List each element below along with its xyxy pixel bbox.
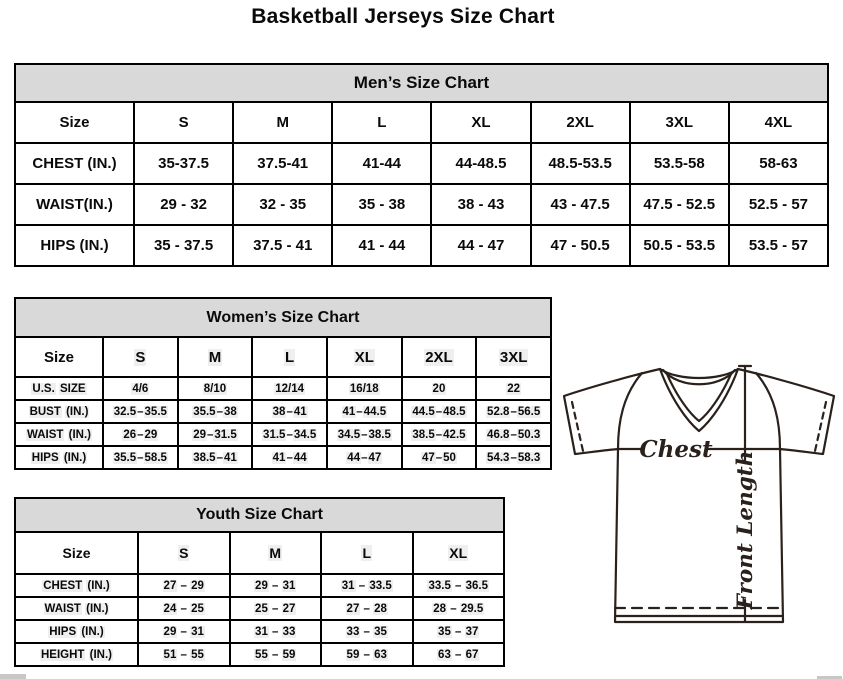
- value-cell: 33.5 – 36.5: [413, 574, 505, 597]
- value-cell: 54.3–58.3: [476, 446, 551, 469]
- row-label: [15, 400, 103, 423]
- value-cell: 44 - 47: [431, 225, 530, 266]
- value-highlight: (IN.): [89, 648, 112, 661]
- value-highlight: 33: [282, 625, 296, 638]
- value-highlight: 46.8: [487, 428, 510, 441]
- table-row: [15, 643, 504, 666]
- women-size-table: [14, 297, 552, 470]
- value-highlight: 29: [193, 428, 206, 441]
- value-highlight: 33.5: [369, 579, 392, 592]
- value-highlight: 38.5: [368, 428, 391, 441]
- value-cell: 35.5–58.5: [103, 446, 178, 469]
- value-highlight: (IN.): [87, 579, 110, 592]
- value-highlight: L: [285, 348, 295, 366]
- value-cell: 48.5-53.5: [531, 143, 630, 184]
- value-cell: 41–44: [252, 446, 327, 469]
- size-row-label: Size: [15, 102, 134, 143]
- value-highlight: HEIGHT: [40, 648, 85, 661]
- value-cell: 37.5 - 41: [233, 225, 332, 266]
- value-highlight: 4/6: [132, 382, 149, 395]
- value-highlight: 41: [223, 451, 237, 464]
- value-highlight: L: [362, 545, 372, 561]
- value-cell: 24 – 25: [138, 597, 230, 620]
- value-highlight: 34.5: [337, 428, 361, 441]
- youth-size-table-container: [14, 497, 505, 667]
- value-cell: 37.5-41: [233, 143, 332, 184]
- value-cell: [327, 377, 402, 400]
- value-highlight: M: [208, 348, 222, 366]
- column-header-xl: XL: [431, 102, 530, 143]
- women-table-title: Women’s Size Chart: [15, 298, 551, 337]
- value-cell: 38.5–42.5: [402, 423, 477, 446]
- column-header-4xl: 4XL: [729, 102, 828, 143]
- value-highlight: 35: [374, 625, 387, 638]
- value-cell: 35 – 37: [413, 620, 505, 643]
- value-highlight: 31: [255, 625, 268, 638]
- value-cell: 38 - 43: [431, 184, 530, 225]
- row-label: [15, 620, 138, 643]
- value-highlight: 41: [272, 451, 286, 464]
- value-cell: 50.5 - 53.5: [630, 225, 729, 266]
- value-highlight: 47: [368, 451, 382, 464]
- table-row: [15, 400, 551, 423]
- page-title: Basketball Jerseys Size Chart: [251, 5, 555, 28]
- value-cell: 27 – 28: [321, 597, 413, 620]
- value-highlight: 26: [123, 428, 137, 441]
- v-neck-collar: [660, 369, 738, 431]
- value-highlight: HIPS: [49, 625, 77, 638]
- value-highlight: XL: [354, 348, 374, 366]
- value-cell: 29 - 32: [134, 184, 233, 225]
- value-highlight: M: [269, 545, 282, 561]
- value-highlight: 63: [374, 648, 387, 661]
- value-cell: 41–44.5: [327, 400, 402, 423]
- column-header-l: L: [332, 102, 431, 143]
- value-cell: 31.5–34.5: [252, 423, 327, 446]
- value-highlight: 35.5: [144, 405, 167, 418]
- value-cell: [402, 377, 477, 400]
- value-cell: 38–41: [252, 400, 327, 423]
- size-row-label: Size: [15, 337, 103, 377]
- value-highlight: 38.5: [193, 451, 216, 464]
- value-highlight: 35.5: [113, 451, 137, 464]
- column-header-m: [178, 337, 253, 377]
- value-cell: 51 – 55: [138, 643, 230, 666]
- value-highlight: 54.3: [487, 451, 510, 464]
- value-highlight: (IN.): [68, 428, 91, 441]
- value-highlight: SIZE: [60, 382, 86, 395]
- column-header-l: [321, 532, 413, 574]
- value-highlight: 52.8: [487, 405, 510, 418]
- value-cell: 35 - 38: [332, 184, 431, 225]
- value-highlight: HIPS: [31, 451, 59, 464]
- value-highlight: 63: [438, 648, 451, 661]
- value-highlight: WAIST: [44, 602, 81, 615]
- value-cell: 63 – 67: [413, 643, 505, 666]
- value-highlight: 42.5: [443, 428, 466, 441]
- value-highlight: (IN.): [66, 405, 89, 418]
- value-highlight: 36.5: [465, 579, 489, 592]
- value-highlight: 41: [293, 405, 307, 418]
- value-highlight: U.S.: [32, 382, 55, 395]
- column-header-l: [252, 337, 327, 377]
- value-highlight: 22: [507, 382, 521, 395]
- value-cell: [103, 377, 178, 400]
- column-header-s: [103, 337, 178, 377]
- value-cell: 33 – 35: [321, 620, 413, 643]
- row-label: WAIST(IN.): [15, 184, 134, 225]
- value-highlight: 24: [163, 602, 177, 615]
- value-cell: 31 – 33.5: [321, 574, 413, 597]
- column-header-xl: [413, 532, 505, 574]
- value-cell: 44-48.5: [431, 143, 530, 184]
- value-highlight: 25: [191, 602, 204, 615]
- column-header-3xl: [476, 337, 551, 377]
- value-cell: 35 - 37.5: [134, 225, 233, 266]
- value-highlight: 34.5: [293, 428, 317, 441]
- value-cell: 34.5–38.5: [327, 423, 402, 446]
- value-highlight: 16/18: [349, 382, 379, 395]
- value-cell: 52.5 - 57: [729, 184, 828, 225]
- row-label: CHEST (IN.): [15, 143, 134, 184]
- value-cell: 52.8–56.5: [476, 400, 551, 423]
- value-cell: 25 – 27: [230, 597, 322, 620]
- value-highlight: 38.5: [412, 428, 435, 441]
- table-row: [15, 574, 504, 597]
- value-cell: 53.5 - 57: [729, 225, 828, 266]
- value-cell: [178, 377, 253, 400]
- value-highlight: 41: [342, 405, 356, 418]
- value-cell: 32 - 35: [233, 184, 332, 225]
- value-highlight: 31: [341, 579, 355, 592]
- value-highlight: 44: [293, 451, 307, 464]
- value-highlight: 59: [346, 648, 360, 661]
- value-highlight: (IN.): [63, 451, 87, 464]
- value-cell: 29 – 31: [138, 620, 230, 643]
- value-highlight: 2XL: [425, 348, 453, 366]
- value-cell: 53.5-58: [630, 143, 729, 184]
- value-cell: 31 – 33: [230, 620, 322, 643]
- value-cell: 43 - 47.5: [531, 184, 630, 225]
- value-highlight: 29: [255, 579, 268, 592]
- row-label: [15, 423, 103, 446]
- row-label: [15, 377, 103, 400]
- value-cell: 41 - 44: [332, 225, 431, 266]
- column-header-2xl: 2XL: [531, 102, 630, 143]
- column-header-2xl: [402, 337, 477, 377]
- youth-size-table: [14, 497, 505, 667]
- value-highlight: 29: [191, 579, 204, 592]
- value-cell: 47–50: [402, 446, 477, 469]
- value-highlight: 29: [163, 625, 177, 638]
- value-cell: 29 – 31: [230, 574, 322, 597]
- value-cell: 44–47: [327, 446, 402, 469]
- value-highlight: 25: [255, 602, 268, 615]
- womens-size-table-container: [14, 297, 552, 470]
- value-cell: 46.8–50.3: [476, 423, 551, 446]
- column-header-xl: [327, 337, 402, 377]
- value-highlight: 28: [433, 602, 447, 615]
- value-highlight: 38: [272, 405, 286, 418]
- value-highlight: 58.5: [144, 451, 167, 464]
- column-header-s: [138, 532, 230, 574]
- value-highlight: 48.5: [443, 405, 466, 418]
- value-cell: [476, 377, 551, 400]
- row-label: [15, 643, 138, 666]
- front-length-label: Front Length: [733, 450, 758, 610]
- value-highlight: S: [179, 545, 189, 561]
- jersey-outline: [564, 369, 834, 622]
- value-highlight: 59: [282, 648, 296, 661]
- value-highlight: 28: [374, 602, 387, 615]
- mens-size-table-container: [14, 63, 829, 267]
- value-highlight: 31.5: [214, 428, 237, 441]
- value-highlight: 27: [163, 579, 177, 592]
- value-cell: 35-37.5: [134, 143, 233, 184]
- value-cell: 44.5–48.5: [402, 400, 477, 423]
- value-highlight: 12/14: [275, 382, 305, 395]
- youth-table-title: Youth Size Chart: [15, 498, 504, 532]
- men-table-title: Men’s Size Chart: [15, 64, 828, 102]
- table-row: [15, 143, 828, 184]
- value-highlight: 55: [191, 648, 204, 661]
- value-highlight: 33.5: [428, 579, 451, 592]
- jersey-measurement-diagram: [556, 362, 842, 628]
- value-highlight: 56.5: [517, 405, 541, 418]
- table-row: [15, 620, 504, 643]
- row-label: [15, 446, 103, 469]
- column-header-m: [230, 532, 322, 574]
- value-cell: 47 - 50.5: [531, 225, 630, 266]
- value-highlight: 50: [443, 451, 456, 464]
- value-cell: 55 – 59: [230, 643, 322, 666]
- value-cell: 28 – 29.5: [413, 597, 505, 620]
- size-row-label: Size: [15, 532, 138, 574]
- value-highlight: 37: [465, 625, 479, 638]
- column-header-s: S: [134, 102, 233, 143]
- value-highlight: 33: [346, 625, 360, 638]
- table-row: [15, 225, 828, 266]
- value-highlight: WAIST: [27, 428, 64, 441]
- value-cell: [252, 377, 327, 400]
- value-highlight: 27: [282, 602, 296, 615]
- value-highlight: 31: [191, 625, 204, 638]
- value-highlight: 47: [421, 451, 435, 464]
- value-highlight: 44.5: [363, 405, 387, 418]
- column-header-3xl: 3XL: [630, 102, 729, 143]
- value-cell: 59 – 63: [321, 643, 413, 666]
- value-highlight: 58.3: [517, 451, 541, 464]
- right-armhole-seam: [756, 373, 780, 449]
- value-cell: 47.5 - 52.5: [630, 184, 729, 225]
- value-cell: 38.5–41: [178, 446, 253, 469]
- value-highlight: 29: [144, 428, 158, 441]
- value-highlight: 44: [347, 451, 361, 464]
- table-row: [15, 597, 504, 620]
- row-label: HIPS (IN.): [15, 225, 134, 266]
- value-highlight: 27: [346, 602, 360, 615]
- value-highlight: 35.5: [193, 405, 216, 418]
- table-row: [15, 446, 551, 469]
- value-highlight: 31: [282, 579, 296, 592]
- value-highlight: 29.5: [460, 602, 484, 615]
- value-highlight: 55: [255, 648, 268, 661]
- value-highlight: BUST: [29, 405, 61, 418]
- men-size-table: [14, 63, 829, 267]
- value-highlight: 3XL: [499, 348, 528, 366]
- value-highlight: 8/10: [203, 382, 227, 395]
- horizontal-scrollbar-left[interactable]: [0, 674, 26, 679]
- value-highlight: CHEST: [43, 579, 83, 592]
- value-highlight: S: [135, 348, 146, 366]
- value-highlight: 50.3: [517, 428, 541, 441]
- value-highlight: (IN.): [86, 602, 109, 615]
- value-highlight: 35: [438, 625, 451, 638]
- value-highlight: 20: [432, 382, 446, 395]
- value-highlight: 44.5: [412, 405, 435, 418]
- value-highlight: XL: [449, 545, 468, 561]
- value-highlight: 38: [223, 405, 237, 418]
- row-label: [15, 574, 138, 597]
- value-highlight: 51: [163, 648, 177, 661]
- chest-label: Chest: [639, 436, 713, 463]
- table-row: [15, 423, 551, 446]
- value-cell: 29–31.5: [178, 423, 253, 446]
- table-row: [15, 377, 551, 400]
- value-cell: 26–29: [103, 423, 178, 446]
- value-cell: 32.5–35.5: [103, 400, 178, 423]
- column-header-m: M: [233, 102, 332, 143]
- value-highlight: (IN.): [81, 625, 104, 638]
- value-cell: 58-63: [729, 143, 828, 184]
- value-cell: 41-44: [332, 143, 431, 184]
- value-cell: 35.5–38: [178, 400, 253, 423]
- value-highlight: 32.5: [113, 405, 137, 418]
- table-row: [15, 184, 828, 225]
- value-highlight: 67: [465, 648, 479, 661]
- value-highlight: 31.5: [263, 428, 286, 441]
- row-label: [15, 597, 138, 620]
- value-cell: 27 – 29: [138, 574, 230, 597]
